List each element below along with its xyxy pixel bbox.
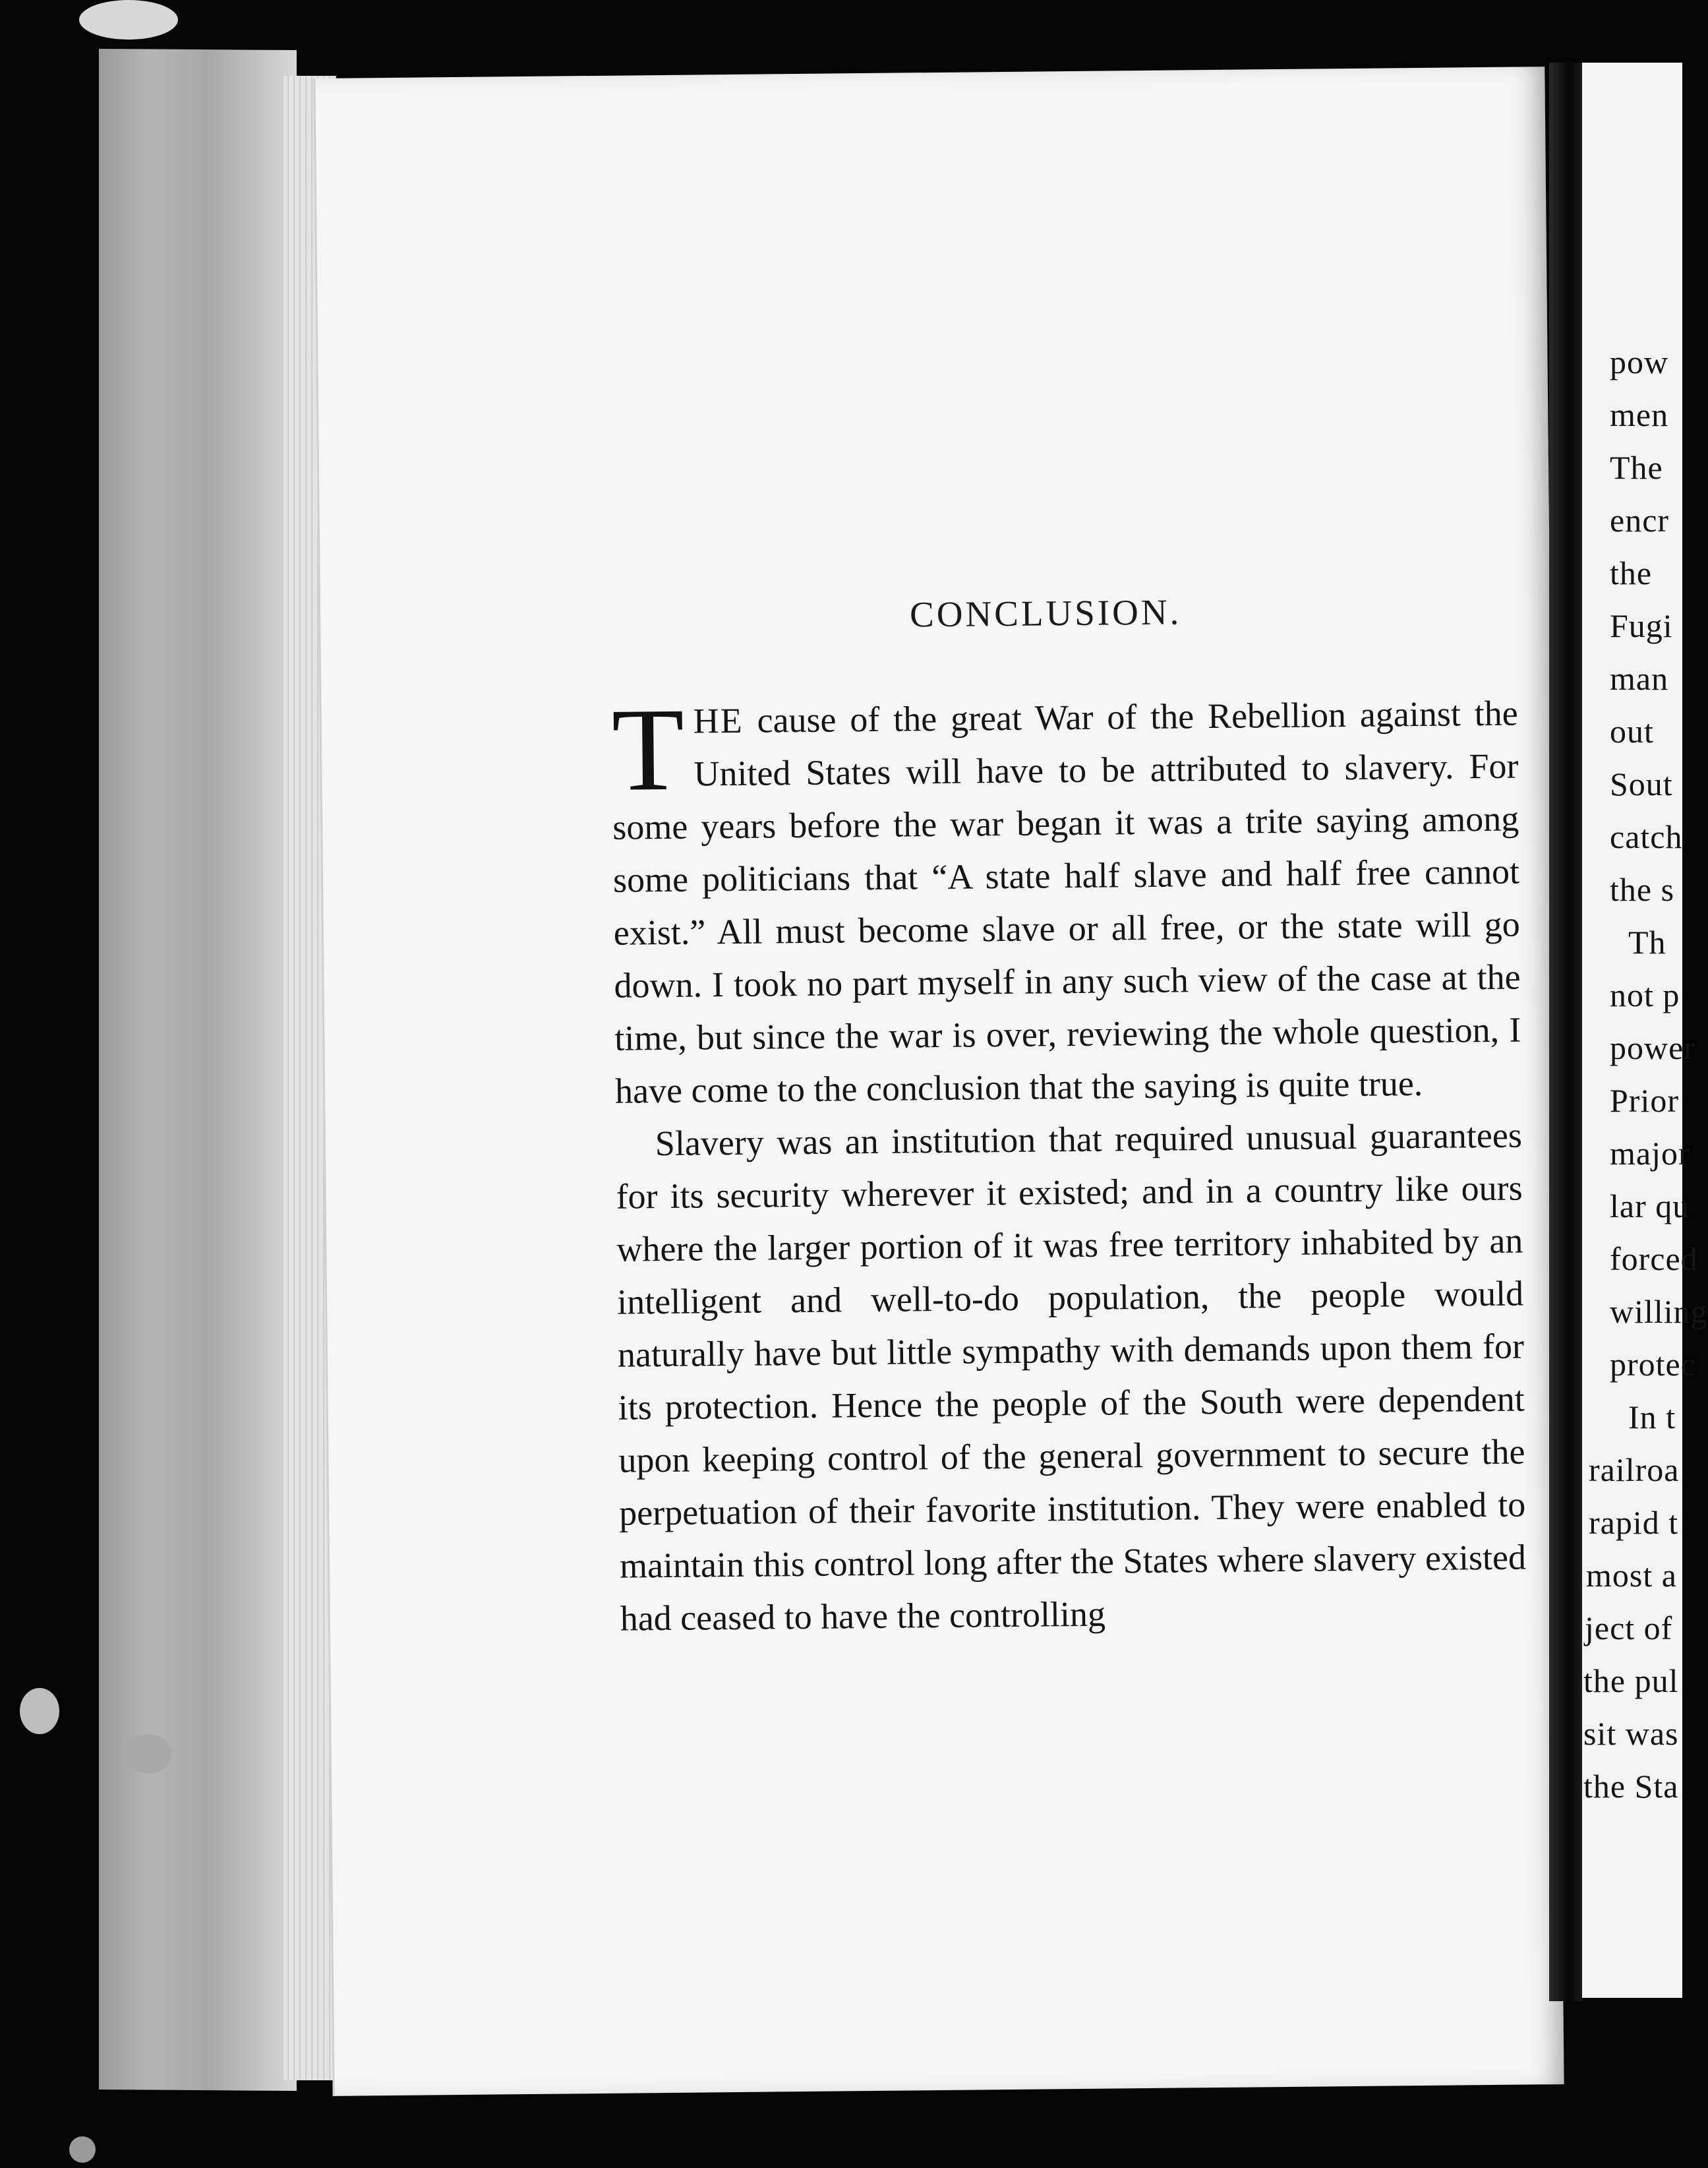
paragraph-1-text: cause of the great War of the Rebellion against the United States will have to be attributed to slavery. For some years before the war began it was a trite saying among some politicians that “A state half slave and half free cannot exist.” All must become slave or all free, or the state will go down. I took no part myself in any such view of the case at the time, but since the war is over, reviewing the whole question, I have come to the conclusion that the saying is quite true. [612,693,1521,1111]
chapter-title: CONCLUSION. [909,591,1182,635]
facing-line: power [1610,1029,1695,1066]
page-body [611,683,1527,1645]
facing-line: men [1610,396,1669,433]
facing-line: forced [1610,1240,1698,1277]
facing-line: Th [1628,924,1666,961]
paragraph-1 [611,683,1521,1118]
facing-line: protec [1610,1346,1696,1383]
facing-line: the [1610,555,1653,591]
facing-line: willing [1610,1293,1708,1330]
facing-line: the s [1610,871,1675,908]
facing-line: out [1610,713,1654,750]
facing-line: the pul [1583,1662,1679,1699]
page-fore-edge [99,49,297,2091]
facing-line: pow [1610,344,1669,380]
facing-line: The [1610,449,1663,486]
left-book-page [313,67,1564,2096]
facing-line: Fugi [1610,607,1673,644]
facing-line: In t [1628,1399,1676,1435]
facing-line: Sout [1610,766,1673,802]
facing-line: man [1610,660,1669,697]
facing-line: major [1610,1135,1690,1172]
scan-artifact [20,1688,59,1734]
drop-cap: T [611,683,686,816]
facing-line: ject of [1585,1610,1673,1646]
facing-line: rapid t [1589,1504,1679,1541]
facing-line: most a [1586,1557,1677,1594]
facing-line: encr [1610,502,1670,539]
scan-artifact [69,2136,96,2163]
facing-page-sliver [1582,63,1708,1998]
facing-line: Prior [1610,1082,1679,1119]
facing-line: catch [1610,818,1683,855]
paragraph-2: Slavery was an institution that required unusual guarantees for its security wherever it existed; and in a country like ours where the larger portion of it was free territory inhabited by an intelligent and well-to-do population, the people would naturally have but little sympathy with demands upon them for its protection. Hence the people of the South were dependent upon keeping control of the general government to secure the perpetuation of their favorite institution. They were enabled to maintain this control long after the States where slavery existed had ceased to have the controlling [616,1115,1527,1639]
facing-line: lar qu [1610,1188,1690,1224]
facing-line: sit was [1583,1715,1679,1752]
facing-line: the Sta [1583,1768,1679,1805]
facing-line: railroa [1589,1451,1680,1488]
book-gutter [1549,63,1582,2001]
lead-in-text: HE [693,700,744,741]
facing-line: not p [1610,977,1680,1013]
scan-artifact [79,0,178,40]
scan-artifact [125,1734,171,1774]
